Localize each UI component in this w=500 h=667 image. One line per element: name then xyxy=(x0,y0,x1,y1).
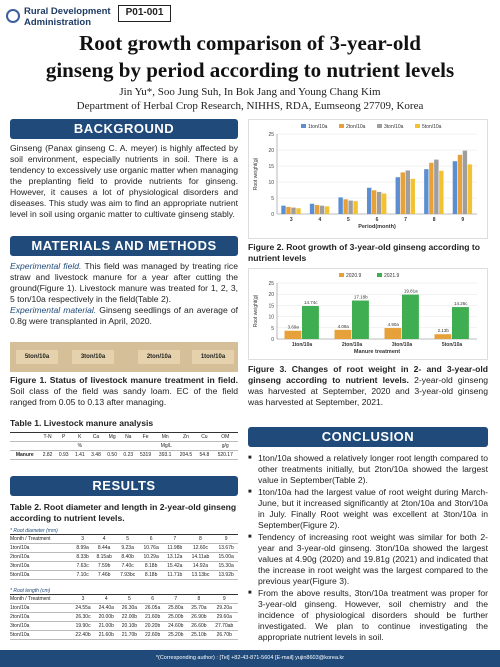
t2-cell: 7.10c xyxy=(73,571,92,580)
bar xyxy=(402,295,419,339)
t2-cell: 29.60a xyxy=(211,613,238,622)
t2-cell: 8.99a xyxy=(73,544,92,553)
x-axis-label: Period(month) xyxy=(358,224,396,230)
t1-col: P xyxy=(56,433,72,442)
t2-cell: 8.15ab xyxy=(92,553,116,562)
legend-label: 2021.9 xyxy=(384,273,400,279)
fig3-caption-title: Figure 3. Changes of root weight in 2- and 3-year-old ginseng according to nutrient levels. xyxy=(248,364,488,385)
y-tick-label: 25 xyxy=(268,281,274,287)
length-table xyxy=(10,594,238,640)
t1-cell: 393.1 xyxy=(155,451,176,460)
t1-col: OM xyxy=(212,433,238,442)
title-line2: ginseng by period according to nutrient levels xyxy=(45,58,455,82)
field-photos xyxy=(10,342,238,372)
table2-caption: Table 2. Root diameter and length in 2-year-old ginseng according to nutrient levels. xyxy=(10,502,237,523)
t2-cell: 25.70a xyxy=(187,604,210,613)
t2-cell: 7.59b xyxy=(92,562,116,571)
t2-month: 8 xyxy=(187,595,210,604)
t1-col: T-N xyxy=(40,433,56,442)
bar xyxy=(348,201,352,214)
x-tick-label: 9 xyxy=(461,217,465,223)
t2-cell: 11.71b xyxy=(163,571,187,580)
bar xyxy=(343,199,347,214)
x-tick-label: 1ton/10a xyxy=(291,342,313,348)
conclusion-body xyxy=(248,453,488,644)
field-text: This field was managed by treating rice straw and livestock manure for a year after cutting the ground(Figure 1). Livestock manure was treated for 1, 2, 3, 5 ton/10a respectively in the field(Table 2). xyxy=(10,261,238,304)
data-label: 14.26c xyxy=(453,301,468,307)
t2-cell: 13.12a xyxy=(163,553,187,562)
t2-month: 4 xyxy=(92,535,116,544)
t2-treatment: 5ton/10a xyxy=(10,631,71,640)
bar xyxy=(285,331,302,339)
table-row xyxy=(10,613,238,622)
t2-cell: 15.00a xyxy=(214,553,238,562)
t2-cell: 29.20a xyxy=(211,604,238,613)
t2-month: 3 xyxy=(71,595,94,604)
methods-text xyxy=(10,261,238,327)
conclusion-bullet: ■ 1ton/10a had the largest value of root weight during March-June, but it increased significantly at 2ton/10a and 3ton/10a in July. Finally Root weight was excellent at 3ton/10a in September(Figure 2). xyxy=(248,487,488,531)
bar xyxy=(377,192,381,214)
t2-cell: 25.10b xyxy=(187,631,210,640)
bar xyxy=(302,306,319,339)
x-axis-label: Manure treatment xyxy=(353,349,401,355)
t2-cell: 7.63c xyxy=(73,562,92,571)
t2-cell: 21.60b xyxy=(141,613,164,622)
t2-cell: 13.92b xyxy=(214,571,238,580)
t1-cell: 204.5 xyxy=(176,451,197,460)
methods-heading: MATERIALS AND METHODS xyxy=(10,236,238,256)
t1-cell: 0.23 xyxy=(120,451,136,460)
y-tick-label: 20 xyxy=(268,148,274,154)
table-row xyxy=(10,571,238,580)
bar xyxy=(435,334,452,339)
org-line1: Rural Development xyxy=(24,6,111,17)
bar xyxy=(367,188,371,214)
t2-month: 5 xyxy=(118,595,141,604)
bar xyxy=(325,206,329,214)
x-tick-label: 3ton/10a xyxy=(391,342,413,348)
t2-cell: 25.20b xyxy=(164,631,187,640)
x-tick-label: 5ton/10a xyxy=(441,342,463,348)
t2-treatment: 1ton/10a xyxy=(10,604,71,613)
t1-cell: 54.8 xyxy=(196,451,212,460)
fig2-chart xyxy=(248,119,488,239)
x-tick-label: 7 xyxy=(404,217,407,223)
t2-month: 5 xyxy=(116,535,139,544)
org-line2: Administration xyxy=(24,17,92,28)
bar xyxy=(353,201,357,214)
y-tick-label: 25 xyxy=(268,132,274,138)
field-label: Experimental field. xyxy=(10,261,82,271)
t2-treatment: 5ton/10a xyxy=(10,571,73,580)
t2-cell: 11.98b xyxy=(163,544,187,553)
y-tick-label: 15 xyxy=(268,303,274,310)
t2-cell: 8.44a xyxy=(92,544,116,553)
table1-caption: Table 1. Livestock manure analysis xyxy=(10,418,154,428)
t2-corner: Month / Treatment xyxy=(10,535,73,544)
t2-month: 7 xyxy=(164,595,187,604)
y-tick-label: 0 xyxy=(271,337,274,343)
treatment-label-2ton: 2ton/10a xyxy=(138,350,180,364)
t2-cell: 7.93bc xyxy=(116,571,139,580)
conclusion-bullet: ■ Tendency of increasing root weight was similar for both 2-year and 3-year-old ginseng. 3ton/10a showed the largest values at 4.90g (2020) and 19.81g (2021) and indicated that the increase in root weight was the largest compared to the previous year(Figure 3). xyxy=(248,532,488,587)
t1-cell: 3.48 xyxy=(88,451,104,460)
t2-treatment: 1ton/10a xyxy=(10,544,73,553)
bar xyxy=(338,197,342,214)
bar xyxy=(320,206,324,214)
table2-diameter xyxy=(10,528,238,580)
y-tick-label: 0 xyxy=(271,212,274,218)
t2-treatment: 3ton/10a xyxy=(10,562,73,571)
t2-cell: 8.18b xyxy=(139,562,163,571)
t2-cell: 21.60b xyxy=(95,631,118,640)
x-tick-label: 5 xyxy=(347,217,350,223)
legend-swatch xyxy=(339,124,344,128)
rda-logo-icon xyxy=(6,9,20,23)
t2-cell: 24.55a xyxy=(71,604,94,613)
t2-cell: 10.76a xyxy=(139,544,163,553)
t2-corner: Month / Treatment xyxy=(10,595,71,604)
bar xyxy=(385,328,402,339)
t2-treatment: 3ton/10a xyxy=(10,622,71,631)
t2-treatment: 2ton/10a xyxy=(10,613,71,622)
bar xyxy=(291,208,295,214)
legend-label: 5ton/10a xyxy=(422,124,442,130)
y-tick-label: 15 xyxy=(268,164,274,170)
data-label: 14.74c xyxy=(303,299,318,305)
fig2-svg xyxy=(249,120,487,238)
data-label: 17.18b xyxy=(353,294,368,300)
t2-cell: 20.20b xyxy=(141,622,164,631)
length-label: * Root length (cm) xyxy=(10,588,51,594)
x-tick-label: 8 xyxy=(432,217,436,223)
material-label: Experimental material. xyxy=(10,305,97,315)
table-row xyxy=(10,604,238,613)
legend-label: 1ton/10a xyxy=(308,124,328,130)
t2-cell: 14.92a xyxy=(187,562,215,571)
data-label: 3.69a xyxy=(287,324,299,330)
t1-col: Mn xyxy=(155,433,176,442)
t1-cell: 0.93 xyxy=(56,451,72,460)
bar xyxy=(352,301,369,339)
t2-cell: 26.60b xyxy=(187,622,210,631)
t1-col: Zn xyxy=(176,433,197,442)
t2-cell: 26.05a xyxy=(141,604,164,613)
t2-cell: 21.00b xyxy=(95,622,118,631)
bar xyxy=(439,171,443,214)
t2-cell: 8.40b xyxy=(116,553,139,562)
fig3-svg xyxy=(249,269,487,359)
t2-month: 6 xyxy=(141,595,164,604)
fig3-caption-body: 2-year-old ginseng was harvested at September, 2020 and 3-year-old ginseng was harvested at September, 2021. xyxy=(248,375,488,407)
legend-label: 2ton/10a xyxy=(346,124,366,130)
footer: *(Corresponding author) : [Tel] +82-43-871-5604 [E-mail] yujin8603@korea.kr xyxy=(0,650,500,667)
t2-cell: 7.40c xyxy=(116,562,139,571)
x-tick-label: 2ton/10a xyxy=(341,342,363,348)
t2-month: 4 xyxy=(95,595,118,604)
table-row xyxy=(10,562,238,571)
t2-cell: 24.60b xyxy=(164,622,187,631)
data-label: 4.90a xyxy=(387,322,399,328)
fig1-caption xyxy=(10,375,238,408)
data-label: 4.09a xyxy=(337,323,349,329)
t2-month: 8 xyxy=(187,535,215,544)
t2-cell: 9.23a xyxy=(116,544,139,553)
t2-cell: 19.90c xyxy=(71,622,94,631)
conclusion-heading: CONCLUSION xyxy=(248,427,488,447)
t2-cell: 7.46b xyxy=(92,571,116,580)
table1 xyxy=(10,432,238,460)
fig1-caption-body: Soil class of the field was sandy loam. EC of the field ranged from 0.05 to 0.13 after managing. xyxy=(10,386,238,407)
data-label: 19.81a xyxy=(403,288,418,294)
diameter-label: * Root diameter (mm) xyxy=(10,528,58,534)
bar xyxy=(281,206,285,214)
fig2-caption: Figure 2. Root growth of 3-year-old ginseng according to nutrient levels xyxy=(248,242,481,263)
t2-cell: 15.30a xyxy=(214,562,238,571)
y-axis-label: Root weight(g) xyxy=(253,294,259,328)
t1-cell: 0.50 xyxy=(104,451,120,460)
t2-cell: 24.40a xyxy=(95,604,118,613)
legend-swatch xyxy=(301,124,306,128)
t1-col: Cu xyxy=(196,433,212,442)
title-line1: Root growth comparison of 3-year-old xyxy=(79,31,421,55)
y-tick-label: 10 xyxy=(268,180,274,186)
t2-month: 6 xyxy=(139,535,163,544)
table2-length xyxy=(10,588,238,640)
bar xyxy=(296,208,300,214)
t2-cell: 21.70b xyxy=(118,631,141,640)
bar xyxy=(458,155,462,214)
bar xyxy=(452,307,469,339)
bar xyxy=(335,330,352,339)
t2-cell: 13.67b xyxy=(214,544,238,553)
y-tick-label: 10 xyxy=(268,314,274,321)
bar xyxy=(286,207,290,214)
bar xyxy=(453,161,457,214)
table-row xyxy=(10,622,238,631)
bar xyxy=(310,204,314,214)
t1-cell: 1.41 xyxy=(72,451,88,460)
x-tick-label: 6 xyxy=(375,217,379,223)
legend-swatch xyxy=(377,124,382,128)
bar xyxy=(429,163,433,214)
treatment-label-5ton: 5ton/10a xyxy=(16,350,58,364)
fig3-caption xyxy=(248,364,488,408)
bar xyxy=(382,194,386,214)
t2-month: 7 xyxy=(163,535,187,544)
t2-cell: 8.18b xyxy=(139,571,163,580)
authors: Jin Yu*, Soo Jung Suh, In Bok Jang and Young Chang Kim xyxy=(119,86,381,98)
results-heading: RESULTS xyxy=(10,476,238,496)
t2-month: 3 xyxy=(73,535,92,544)
bar xyxy=(401,172,405,214)
t1-cell: 2.82 xyxy=(40,451,56,460)
fig1-caption-title: Figure 1. Status of livestock manure treatment in field. xyxy=(10,375,238,385)
fig3-chart xyxy=(248,268,488,360)
legend-label: 3ton/10a xyxy=(384,124,404,130)
x-tick-label: 4 xyxy=(318,217,322,223)
t1-col: K xyxy=(72,433,88,442)
table-row xyxy=(10,544,238,553)
affiliation: Department of Herbal Crop Research, NIHHS, RDA, Eumseong 27709, Korea xyxy=(76,100,424,112)
t2-cell: 12.60c xyxy=(187,544,215,553)
material-text: Ginseng seedlings of an average of 0.8g were transplanted in April, 2020. xyxy=(10,305,239,326)
t1-col: Mg xyxy=(104,433,120,442)
conclusion-bullet: ■ From the above results, 3ton/10a treatment was proper for 3-year-old ginseng. However, soil chemistry and the incidence of physiological disorders should be further investigated. We plan to continue investigating the appropriate nutrient levels in soil. xyxy=(248,588,488,643)
t1-cell: 5319 xyxy=(136,451,154,460)
t2-cell: 15.42a xyxy=(163,562,187,571)
y-tick-label: 5 xyxy=(271,325,274,332)
legend-swatch xyxy=(377,273,382,277)
t2-cell: 22.00b xyxy=(118,613,141,622)
bar xyxy=(424,169,428,214)
bar xyxy=(468,164,472,214)
t2-cell: 8.33b xyxy=(73,553,92,562)
y-axis-label: Root weight(g) xyxy=(253,157,259,191)
bar xyxy=(396,177,400,214)
t1-unit: Mg/L xyxy=(120,442,212,451)
t1-unit: g/g xyxy=(212,442,238,451)
legend-swatch xyxy=(415,124,420,128)
bar xyxy=(434,160,438,214)
t2-cell: 10.29a xyxy=(139,553,163,562)
poster-id: P01-001 xyxy=(118,5,171,22)
t2-cell: 25.80a xyxy=(164,604,187,613)
t2-cell: 22.60b xyxy=(141,631,164,640)
t2-cell: 26.30a xyxy=(118,604,141,613)
t2-cell: 14.11ab xyxy=(187,553,215,562)
t2-month: 9 xyxy=(214,535,238,544)
bar xyxy=(411,179,415,214)
background-text: Ginseng (Panax ginseng C. A. meyer) is highly affected by soil environment, especially nutrients in soil. There is a tendency to excessively use organic matter when managing the preplanting field to provide nutrients for ginseng. However, it causes a lot of physiological disorders and diseases. This study was aim to find an appropriate nutrient level in soil using organic matter to cultivate ginseng stably. xyxy=(10,143,238,219)
t1-row-label: Manure xyxy=(10,451,40,460)
bar xyxy=(372,190,376,214)
background-heading: BACKGROUND xyxy=(10,119,238,139)
treatment-label-3ton: 3ton/10a xyxy=(72,350,114,364)
t2-cell: 20.10b xyxy=(118,622,141,631)
t1-unit: % xyxy=(40,442,121,451)
treatment-label-1ton: 1ton/10a xyxy=(192,350,234,364)
bar xyxy=(406,170,410,214)
t1-cell: 520.17 xyxy=(212,451,238,460)
org-name xyxy=(24,6,111,28)
data-label: 2.13b xyxy=(437,328,449,334)
t2-cell: 25.00b xyxy=(164,613,187,622)
y-tick-label: 20 xyxy=(268,292,274,299)
t2-cell: 26.90b xyxy=(187,613,210,622)
t2-cell: 26.70b xyxy=(211,631,238,640)
t2-cell: 20.00b xyxy=(95,613,118,622)
t1-col: Fe xyxy=(136,433,154,442)
conclusion-bullet: ■ 1ton/10a showed a relatively longer root length compared to other treatments initially, but 2ton/10a showed the largest value in September(Table 2). xyxy=(248,453,488,486)
poster-title xyxy=(0,30,500,84)
t2-cell: 26.30c xyxy=(71,613,94,622)
bar xyxy=(463,151,467,214)
t2-month: 9 xyxy=(211,595,238,604)
bar xyxy=(315,205,319,214)
t2-cell: 13.13bc xyxy=(187,571,215,580)
legend-swatch xyxy=(339,273,344,277)
table-row xyxy=(10,553,238,562)
t1-col: Ca xyxy=(88,433,104,442)
t2-treatment: 2ton/10a xyxy=(10,553,73,562)
t1-col: Na xyxy=(120,433,136,442)
diameter-table xyxy=(10,534,238,580)
table-row xyxy=(10,631,238,640)
t2-cell: 27.70ab xyxy=(211,622,238,631)
t2-cell: 22.40b xyxy=(71,631,94,640)
legend-label: 2020.9 xyxy=(346,273,362,279)
y-tick-label: 5 xyxy=(271,196,274,202)
x-tick-label: 3 xyxy=(289,217,293,223)
